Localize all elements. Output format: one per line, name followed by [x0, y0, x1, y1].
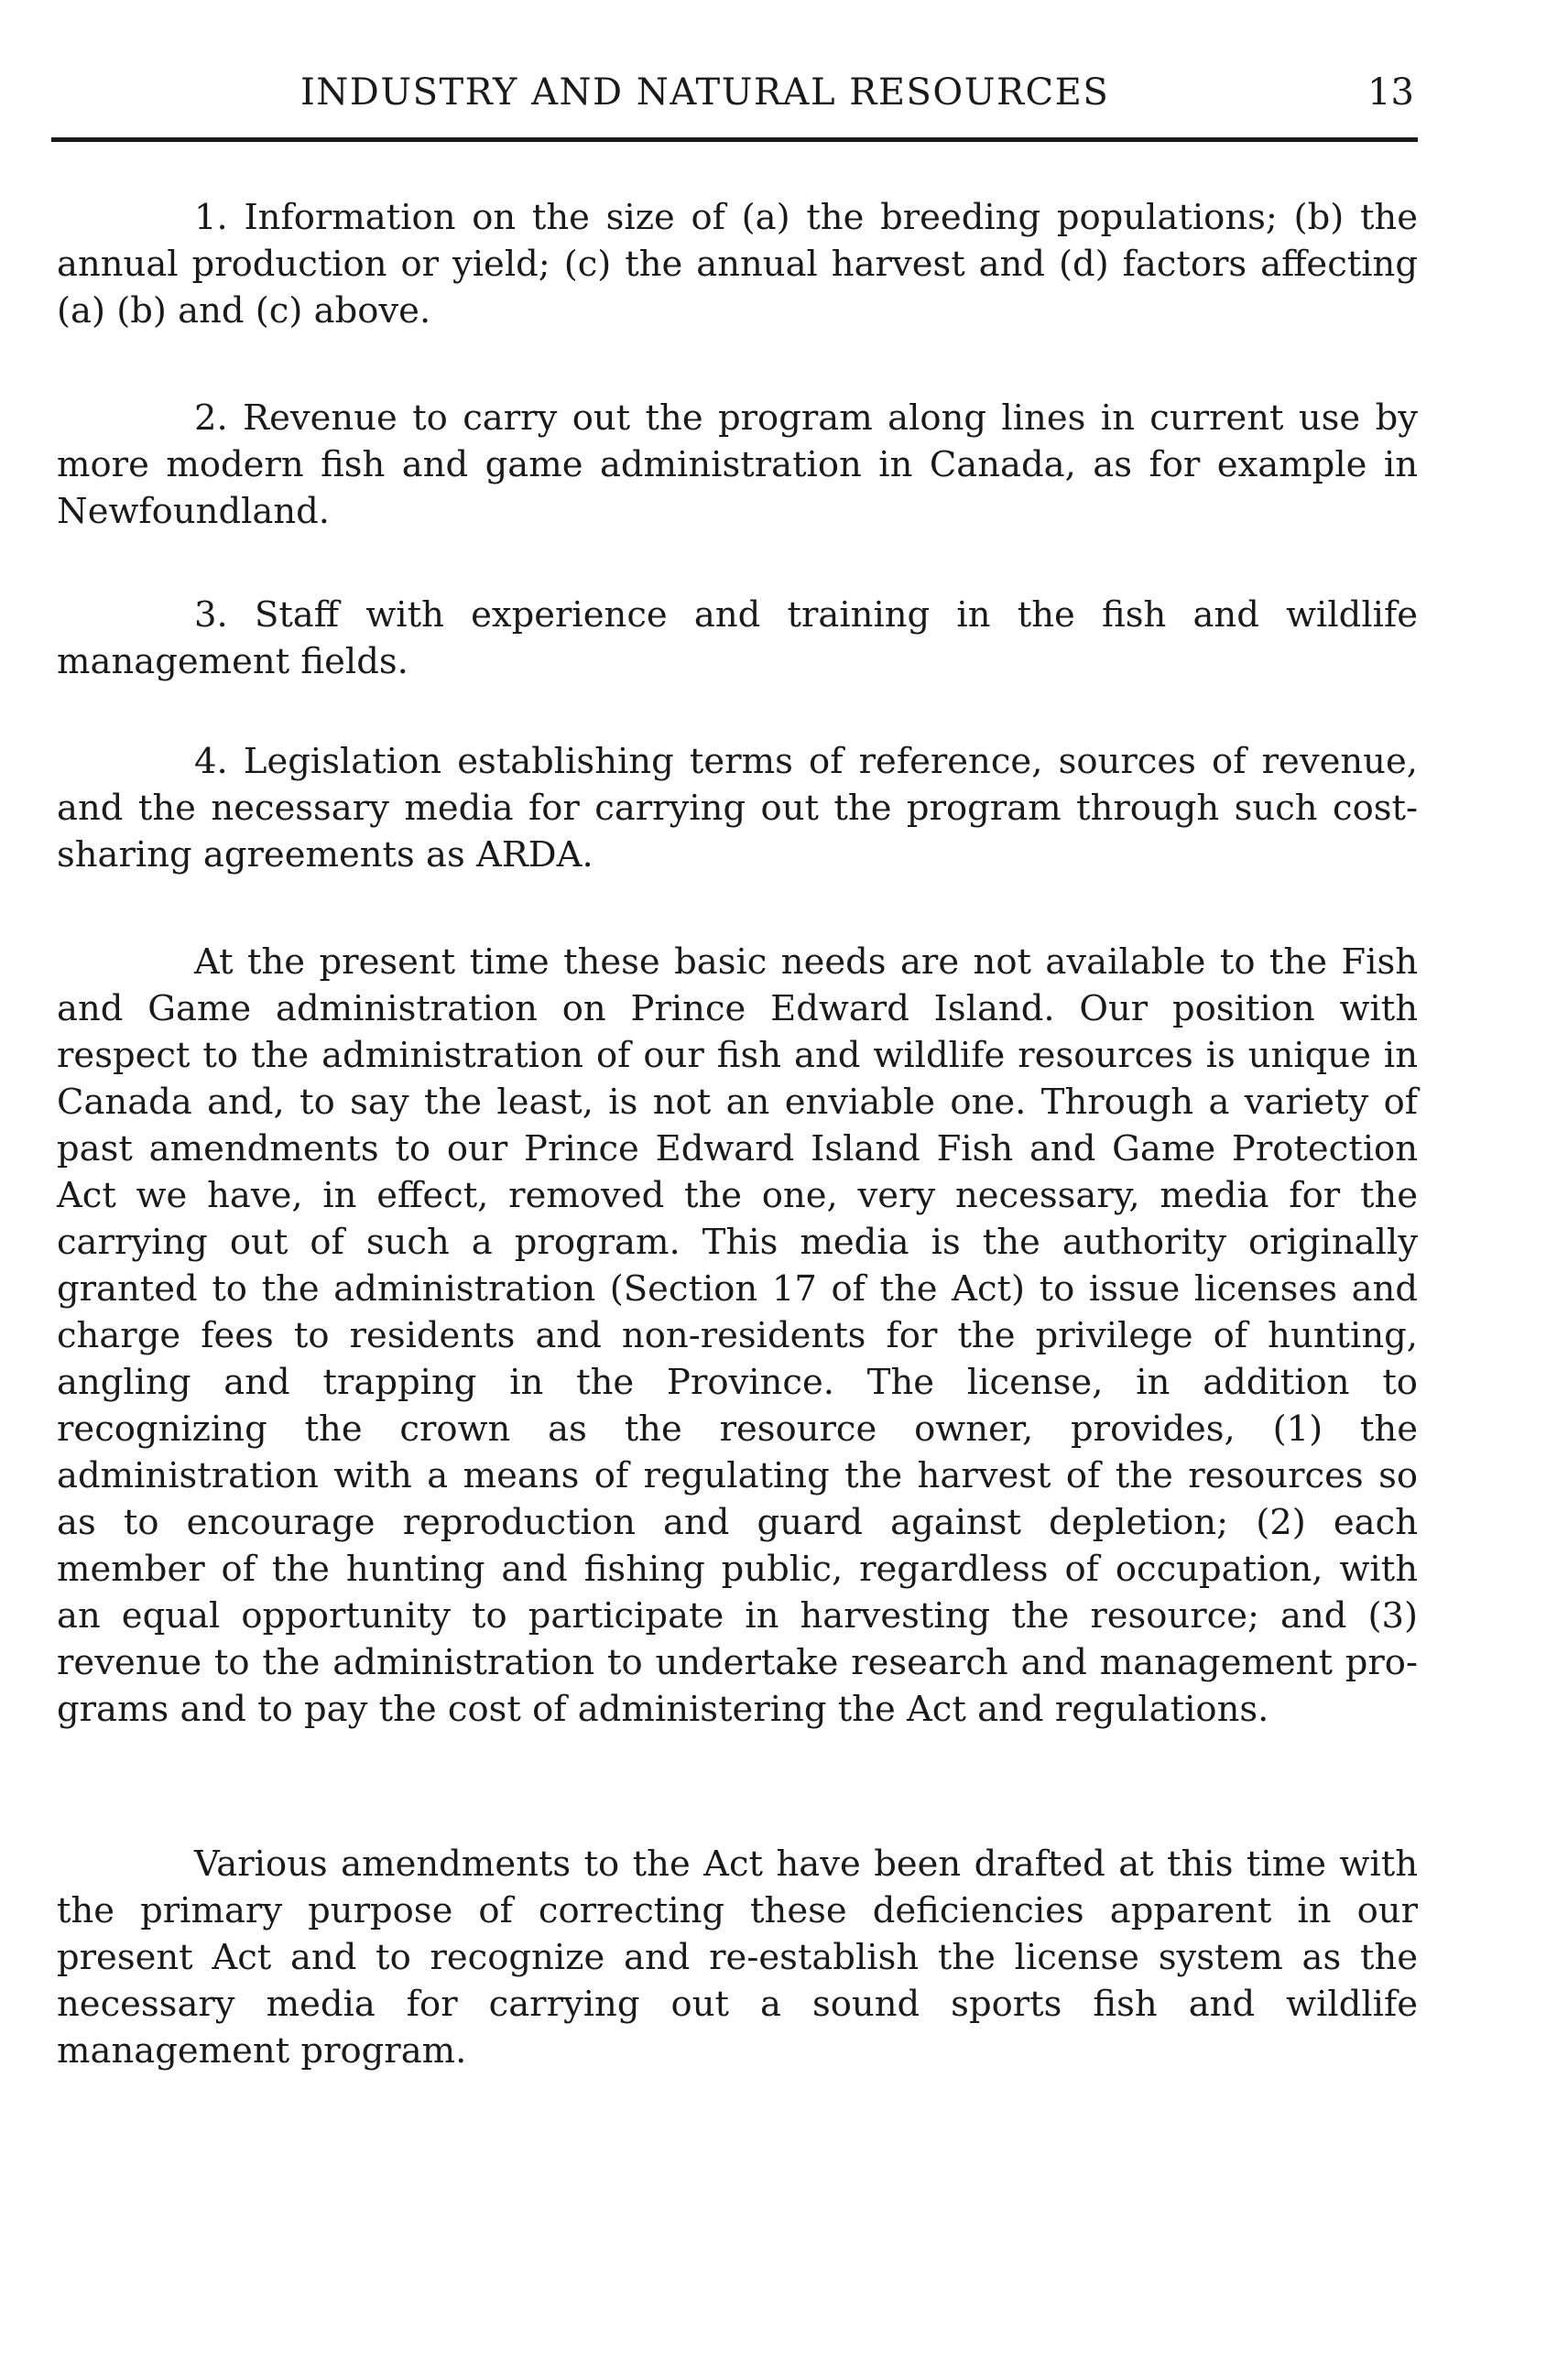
paragraph-amendments: Various amendments to the Act have been drafted at this time with the primary purpose of correcting these deficiencies apparent in our present Act and to recognize and re-establish the license system as the necessary media for carrying out a sound sports fish and wildlife management program. — [57, 1844, 1418, 2072]
list-item-4: 4. Legislation establishing terms of reference, sources of revenue, and the necessary media for carrying out the program through such cost-sharing agreements as ARDA. — [57, 741, 1418, 876]
header-rule — [51, 137, 1418, 142]
list-item-2: 2. Revenue to carry out the program along lines in current use by more modern fish and game administration in Canada, as for example in Newfoundland. — [57, 397, 1418, 532]
list-item-1: 1. Information on the size of (a) the breeding populations; (b) the annual production or yield; (c) the annual harvest and (d) factors affecting (a) (b) and (c) above. — [57, 197, 1418, 332]
running-head — [51, 68, 1414, 123]
page-number: 13 — [1367, 71, 1414, 114]
running-title: INDUSTRY AND NATURAL RESOURCES — [300, 71, 1110, 114]
paragraph-present-time: At the present time these basic needs are not available to the Fish and Game administration on Prince Edward Island. Our position with respect to the administration of our fish and wildlife resources is unique in Canada and, to say the least, is not an enviable one. Through a variety of past amendments to our Prince Edward Island Fish and Game Protection Act we have, in effect, removed the one, very necessary, media for the carrying out of such a program. This media is the authority originally granted to the administration (Section 17 of the Act) to issue licenses and charge fees to residents and non-residents for the privilege of hunting, angling and trapping in the Province. The license, in addition to recognizing the crown as the resource owner, provides, (1) the administration with a means of regulating the harvest of the resources so as to encourage reproduction and guard against depletion; (2) each member of the hunting and fishing public, regardless of occupation, with an equal opportunity to participate in harvesting the resource; and (3) revenue to the administration to undertake research and management programs and to pay the cost of administering the Act and regulations. — [57, 941, 1418, 1730]
list-item-3: 3. Staff with experience and training in the fish and wildlife management fields. — [57, 594, 1418, 682]
